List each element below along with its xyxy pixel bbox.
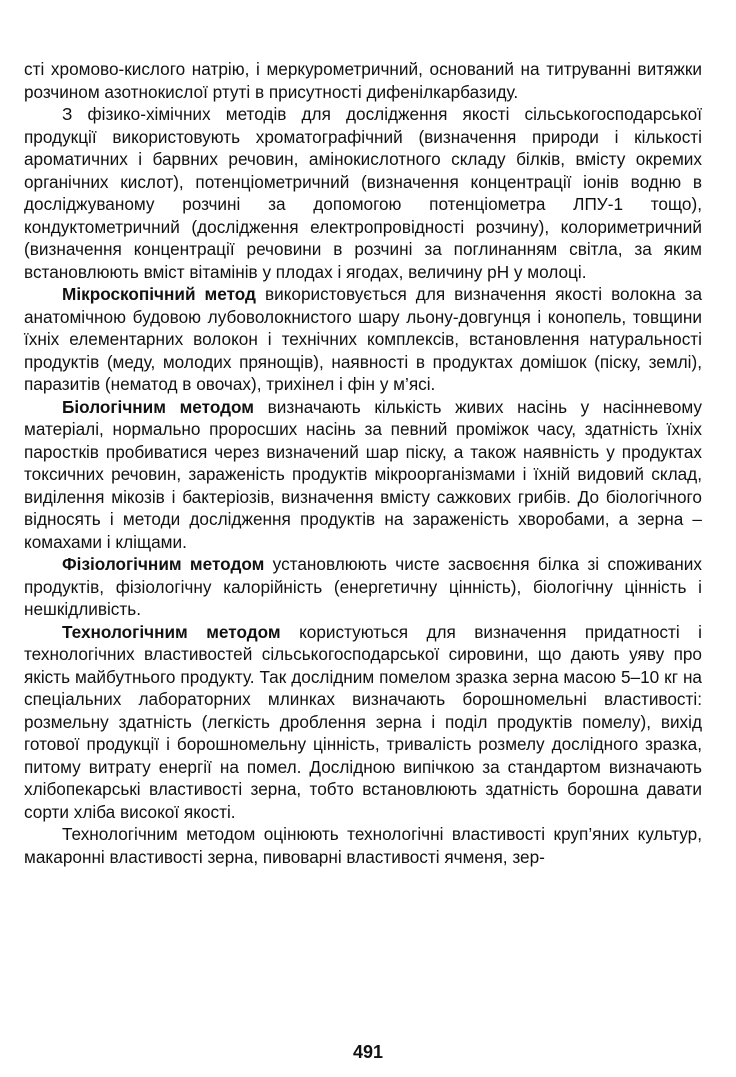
- paragraph-text: використовується для визначення якості волокна за анатомічною будовою лубоволокнистого шару льону-довгунця і конопель, товщини їхніх елементарних волокон і технічних комплексів, встановлення натуральності продуктів (меду, молодих прянощів), наявності в продуктах домішок (піску, землі), паразитів (нематод в овочах), трихінел і фін у м’ясі.: [24, 284, 702, 394]
- paragraph-text: установлюють чисте засвоєння білка зі споживаних продуктів, фізіологічну калорійність (енергетичну цінність), біологічну цінність і нешкідливість.: [24, 554, 702, 619]
- term-heading: Фізіологічним методом: [62, 554, 265, 574]
- page-number: 491: [352, 1042, 384, 1062]
- paragraph-physiological-method: [24, 553, 702, 621]
- paragraph-physchem-methods: З фізико-хімічних методів для дослідження якості сільськогосподарської продукції використовують хроматографічний (визначення природи і кількості ароматичних і барвних речовин, амінокислотного складу білків, вмісту окремих органічних кислот), потенціометричний (визначення концентрації іонів водню в досліджуваному розчині за допомогою потенціометра ЛПУ-1 тощо), кондуктометричний (дослідження електропровідності розчину), колориметричний (визначення концентрації речовини в розчині за поглинанням світла, за яким встановлюють вміст вітамінів у плодах і ягодах, величину pH у молоці.: [24, 104, 702, 282]
- term-heading: Біологічним методом: [62, 396, 254, 417]
- paragraph-text: користуються для визначення придатності і технологічних властивостей сільськогосподарської сировини, що дають уяву про якість майбутнього продукту. Так дослідним помелом зразка зерна масою 5–10 кг на спеціальних лабораторних млинках визначають борошномельні властивості: розмельну здатність (легкість дроблення зерна і поділ продуктів помелу), вихід готової продукції і борошномельну цінність, тривалість розмелу дослідного зразка, питому витрату енергії на помел. Дослідною випічкою за стандартом визначають хлібопекарські властивості зерна, тобто встановлюють здатність борошна давати сорти хліба високої якості.: [24, 621, 702, 822]
- paragraph-microscopic-method: [24, 283, 702, 396]
- paragraph-technological-evaluation: Технологічним методом оцінюють технологічні властивості круп’яних культур, макаронні властивості зерна, пивоварні властивості ячменя, зер-: [24, 824, 702, 867]
- body-text: [24, 58, 702, 868]
- term-heading: Мікроскопічний метод: [62, 284, 256, 304]
- term-heading: Технологічним методом: [62, 621, 281, 642]
- paragraph-biological-method: [24, 396, 702, 554]
- paragraph-continuation: сті хромово-кислого натрію, і меркурометричний, оснований на титруванні витяжки розчином азотнокислої ртуті в присутності дифенілкарбазиду.: [24, 59, 702, 102]
- paragraph-technological-method: [24, 621, 702, 824]
- paragraph-text: визначають кількість живих насінь у насінневому матеріалі, нормально проросших насінь за певний проміжок часу, здатність їхніх паростків пробиватися через визначений шар піску, а також наявність у продуктах токсичних речовин, зараженість продуктів мікроорганізмами і їхній видовий склад, виділення мікозів і бактеріозів, визначення вмісту сажкових грибів. До біологічного відносять і методи дослідження продуктів на зараженість хворобами, а зерна – комахами і кліщами.: [24, 396, 702, 552]
